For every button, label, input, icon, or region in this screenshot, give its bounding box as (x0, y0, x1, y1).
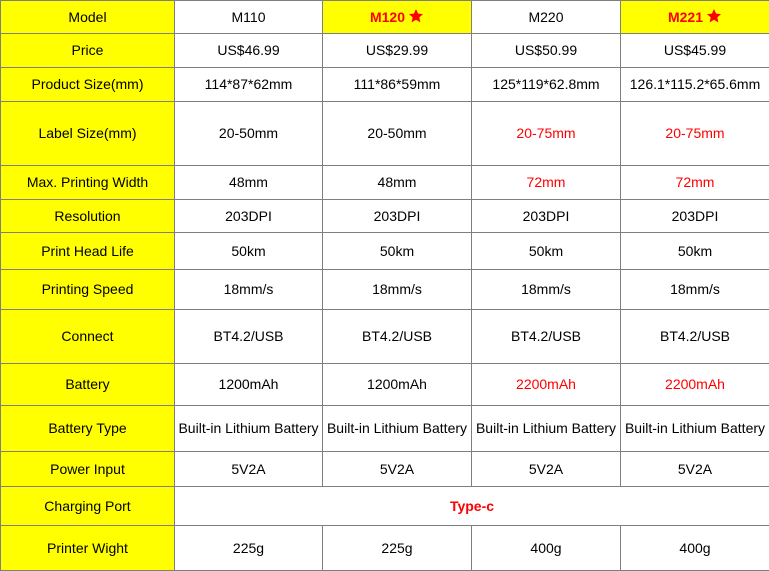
charging-port-merged-value: Type-c (175, 487, 769, 526)
row-label: Printing Speed (1, 270, 175, 310)
table-row (1, 200, 769, 233)
cell-value: 400g (621, 526, 769, 571)
cell-value: 1200mAh (323, 364, 472, 406)
cell-value: 18mm/s (323, 270, 472, 310)
model-m110 (175, 1, 323, 34)
cell-value-highlight: 20-75mm (621, 102, 769, 166)
row-label: Connect (1, 310, 175, 364)
cell-value: 18mm/s (472, 270, 621, 310)
cell-value: 225g (323, 526, 472, 571)
model-name: M221 (668, 9, 703, 25)
cell-value: 114*87*62mm (175, 68, 323, 102)
cell-value: 18mm/s (621, 270, 769, 310)
table-row (1, 487, 769, 526)
row-label: Label Size(mm) (1, 102, 175, 166)
cell-value: 400g (472, 526, 621, 571)
row-label: Charging Port (1, 487, 175, 526)
model-m221 (621, 1, 769, 34)
cell-value: 203DPI (175, 200, 323, 233)
cell-value: Built-in Lithium Battery (323, 406, 472, 452)
row-label: Power Input (1, 452, 175, 487)
cell-value: 5V2A (472, 452, 621, 487)
cell-value: 18mm/s (175, 270, 323, 310)
row-label: Price (1, 34, 175, 68)
cell-value: US$45.99 (621, 34, 769, 68)
row-label: Product Size(mm) (1, 68, 175, 102)
table-row (1, 233, 769, 270)
star-icon (408, 8, 424, 24)
cell-value: 111*86*59mm (323, 68, 472, 102)
cell-value: 125*119*62.8mm (472, 68, 621, 102)
row-label: Battery (1, 364, 175, 406)
cell-value: Built-in Lithium Battery (621, 406, 769, 452)
row-label: Resolution (1, 200, 175, 233)
cell-value: US$29.99 (323, 34, 472, 68)
cell-value: 203DPI (621, 200, 769, 233)
row-label: Printer Wight (1, 526, 175, 571)
cell-value: 126.1*115.2*65.6mm (621, 68, 769, 102)
star-icon (706, 8, 722, 24)
cell-value: BT4.2/USB (323, 310, 472, 364)
cell-value: 5V2A (323, 452, 472, 487)
cell-value-highlight: 20-75mm (472, 102, 621, 166)
cell-value: 225g (175, 526, 323, 571)
cell-value-highlight: 2200mAh (472, 364, 621, 406)
table-row (1, 68, 769, 102)
table-row (1, 166, 769, 200)
cell-value: 50km (175, 233, 323, 270)
cell-value: 20-50mm (323, 102, 472, 166)
cell-value: BT4.2/USB (175, 310, 323, 364)
model-m220 (472, 1, 621, 34)
cell-value: Built-in Lithium Battery (472, 406, 621, 452)
cell-value: 20-50mm (175, 102, 323, 166)
cell-value: 50km (323, 233, 472, 270)
model-name: M120 (370, 9, 405, 25)
table-row (1, 364, 769, 406)
cell-value: 5V2A (175, 452, 323, 487)
table-row (1, 270, 769, 310)
cell-value: 50km (621, 233, 769, 270)
cell-value: 1200mAh (175, 364, 323, 406)
header-label-model: Model (1, 1, 175, 34)
table-header-row (1, 1, 769, 34)
row-label: Battery Type (1, 406, 175, 452)
cell-value: 203DPI (472, 200, 621, 233)
cell-value: BT4.2/USB (621, 310, 769, 364)
table-row (1, 310, 769, 364)
model-name: M220 (528, 9, 563, 25)
cell-value: 50km (472, 233, 621, 270)
table-row (1, 406, 769, 452)
cell-value-highlight: 72mm (621, 166, 769, 200)
row-label: Print Head Life (1, 233, 175, 270)
model-name: M110 (232, 9, 266, 25)
cell-value: 48mm (323, 166, 472, 200)
cell-value: 5V2A (621, 452, 769, 487)
cell-value: US$50.99 (472, 34, 621, 68)
cell-value: BT4.2/USB (472, 310, 621, 364)
table-row (1, 452, 769, 487)
cell-value: 203DPI (323, 200, 472, 233)
cell-value: 48mm (175, 166, 323, 200)
model-m120 (323, 1, 472, 34)
cell-value: Built-in Lithium Battery (175, 406, 323, 452)
table-row (1, 526, 769, 571)
cell-value: US$46.99 (175, 34, 323, 68)
cell-value-highlight: 2200mAh (621, 364, 769, 406)
row-label: Max. Printing Width (1, 166, 175, 200)
cell-value-highlight: 72mm (472, 166, 621, 200)
table-row (1, 102, 769, 166)
table-row (1, 34, 769, 68)
